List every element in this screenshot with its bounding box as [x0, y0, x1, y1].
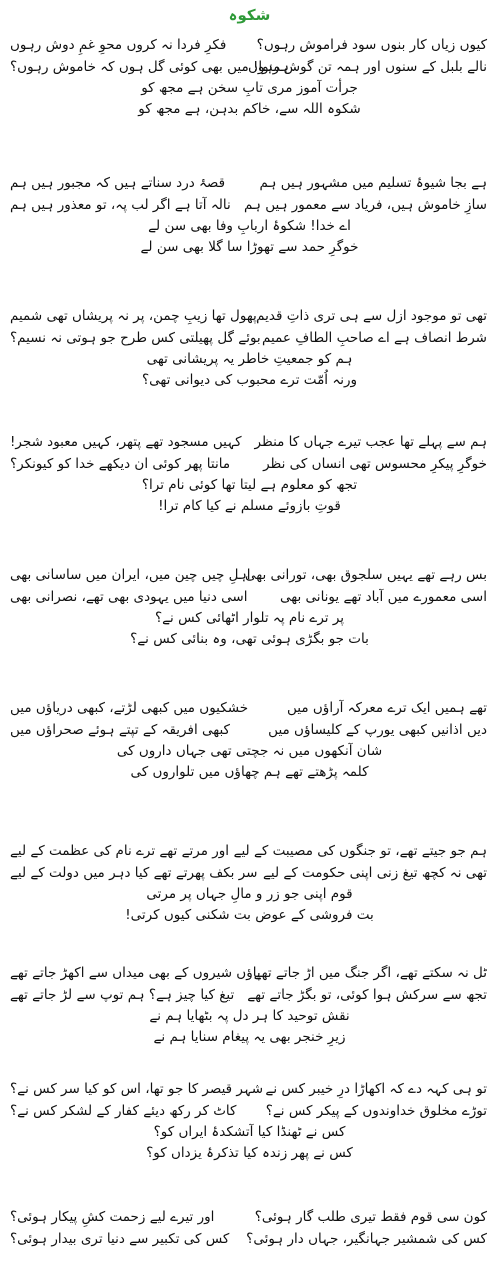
couplet-row: [0, 1228, 499, 1250]
poem-title: شکوہ: [228, 6, 271, 24]
tail-line: بت فروشی کے عوض بت شکنی کیوں کرتی!: [125, 907, 374, 923]
verse-line-right: سازِ خاموش ہیں، فریاد سے معمور ہیں ہم: [244, 197, 487, 213]
verse-line-right: ٹل نہ سکتے تھے، اگر جنگ میں اڑ جاتے تھے: [253, 965, 487, 981]
tail-line: پر ترے نام پہ تلوار اٹھائی کس نے؟: [154, 610, 345, 626]
couplet-row: [0, 34, 499, 56]
couplet-row: [0, 453, 499, 475]
couplet-row: [0, 1206, 499, 1228]
couplet-row: [0, 984, 499, 1006]
verse-line-right: ہم سے پہلے تھا عجب تیرے جہاں کا منظر: [254, 434, 487, 450]
stanza-5: [0, 564, 499, 650]
stanza-10: [0, 1206, 499, 1250]
verse-line-left: سر بکف پھرتے تھے کیا دہر میں دولت کے لیے: [10, 865, 258, 881]
verse-line-right: کس کی شمشیر جہانگیر، جہاں دار ہوئی؟: [246, 1231, 487, 1247]
verse-line-right: تھی تو موجود ازل سے ہی تری ذاتِ قدیم: [256, 308, 487, 324]
stanza-9: [0, 1078, 499, 1164]
couplet-row: [0, 1100, 499, 1122]
couplet-row: [0, 862, 499, 884]
verse-line-right: تو ہی کہہ دے کہ اکھاڑا درِ خیبر کس نے: [265, 1081, 487, 1097]
stanza-2: [0, 172, 499, 258]
couplet-row: [0, 719, 499, 741]
verse-line-right: ہے بجا شیوۂ تسلیم میں مشہور ہیں ہم: [259, 175, 487, 191]
verse-line-left: کاٹ کر رکھ دیئے کفار کے لشکر کس نے؟: [10, 1103, 237, 1119]
verse-line-left: مانتا پھر کوئی ان دیکھے خدا کو کیونکر؟: [10, 456, 231, 472]
couplet-row: [0, 327, 499, 349]
verse-line-left: ہمنوا! میں بھی کوئی گل ہوں کہ خاموش رہوں؟: [10, 59, 289, 75]
couplet-row: [0, 564, 499, 586]
verse-line-right: کیوں زیاں کار بنوں سود فراموش رہوں؟: [256, 37, 487, 53]
verse-line-left: اہلِ چیں چین میں، ایران میں ساسانی بھی: [10, 567, 251, 583]
verse-line-left: اور مرتے تھے ترے نام کی عظمت کے لیے: [10, 843, 230, 859]
stanza-3: [0, 305, 499, 391]
tail-line: خوگرِ حمد سے تھوڑا سا گلا بھی سن لے: [140, 239, 359, 255]
verse-line-left: کس کی تکبیر سے دنیا تری بیدار ہوئی؟: [10, 1231, 230, 1247]
verse-line-right: توڑے مخلوق خداوندوں کے پیکر کس نے؟: [265, 1103, 487, 1119]
tail-line: کس نے پھر زندہ کیا تذکرۂ یزداں کو؟: [146, 1145, 353, 1161]
stanza-7: [0, 840, 499, 926]
tail-line: بات جو بگڑی ہوئی تھی، وہ بنائی کس نے؟: [130, 631, 369, 647]
verse-line-right: دیں اذانیں کبھی یورپ کے کلیساؤں میں: [268, 722, 487, 738]
couplet-row: [0, 172, 499, 194]
verse-line-right: تجھ سے سرکش ہوا کوئی، تو بگڑ جاتے تھے: [247, 987, 487, 1003]
tail-line: اے خدا! شکوۂ اربابِ وفا بھی سن لے: [148, 218, 351, 234]
tail-line: زیرِ خنجر بھی یہ پیغام سنایا ہم نے: [153, 1029, 346, 1045]
verse-line-right: شرط انصاف ہے اے صاحبِ الطافِ عمیم: [262, 330, 487, 346]
tail-line: ہم کو جمعیتِ خاطر یہ پریشانی تھی: [146, 351, 353, 367]
tail-line: تجھ کو معلوم ہے لیتا تھا کوئی نام ترا؟: [141, 477, 358, 493]
couplet-row: [0, 586, 499, 608]
verse-line-right: اسی معمورے میں آباد تھے یونانی بھی: [280, 589, 487, 605]
tail-line: ورنہ اُمّت ترے محبوب کی دیوانی تھی؟: [141, 372, 358, 388]
couplet-row: [0, 962, 499, 984]
couplet-row: [0, 697, 499, 719]
verse-line-left: اسی دنیا میں یہودی بھی تھے، نصرانی بھی: [10, 589, 248, 605]
tail-line: شکوہ اللہ سے، خاکم بدہن، ہے مجھ کو: [138, 101, 361, 117]
verse-line-left: تیغ کیا چیز ہے؟ ہم توپ سے لڑ جاتے تھے: [10, 987, 235, 1003]
verse-line-right: ہم جو جیتے تھے، تو جنگوں کی مصیبت کے لیے: [233, 843, 487, 859]
verse-line-left: پاؤں شیروں کے بھی میداں سے اکھڑ جاتے تھے: [10, 965, 261, 981]
verse-line-left: قصۂ درد سناتے ہیں کہ مجبور ہیں ہم: [10, 175, 226, 191]
verse-line-left: کہیں مسجود تھے پتھر، کہیں معبود شجر!: [10, 434, 242, 450]
couplet-row: [0, 56, 499, 78]
stanza-6: [0, 697, 499, 783]
stanza-8: [0, 962, 499, 1048]
couplet-row: [0, 305, 499, 327]
verse-line-right: تھے ہمیں ایک ترے معرکہ آراؤں میں: [287, 700, 487, 716]
verse-line-right: کون سی قوم فقط تیری طلب گار ہوئی؟: [254, 1209, 487, 1225]
verse-line-right: نالے بلبل کے سنوں اور ہمہ تن گوش رہوں: [247, 59, 487, 75]
verse-line-left: شہر قیصر کا جو تھا، اس کو کیا سر کس نے؟: [10, 1081, 264, 1097]
couplet-row: [0, 1078, 499, 1100]
verse-line-left: نالہ آتا ہے اگر لب پہ، تو معذور ہیں ہم: [10, 197, 231, 213]
tail-line: نقش توحید کا ہر دل پہ بٹھایا ہم نے: [149, 1008, 350, 1024]
couplet-row: [0, 431, 499, 453]
verse-line-left: اور تیرے لیے زحمت کشِ پیکار ہوئی؟: [10, 1209, 215, 1225]
tail-line: شان آنکھوں میں نہ جچتی تھی جہاں داروں کی: [116, 743, 383, 759]
tail-line: کلمہ پڑھتے تھے ہم چھاؤں میں تلواروں کی: [130, 764, 369, 780]
verse-line-right: خوگرِ پیکرِ محسوس تھی انساں کی نظر: [263, 456, 487, 472]
tail-line: قوم اپنی جو زر و مالِ جہاں پر مرتی: [146, 886, 353, 902]
tail-line: قوتِ بازوئے مسلم نے کیا کام ترا!: [158, 498, 341, 514]
verse-line-left: پھول تھا زیبِ چمن، پر نہ پریشاں تھی شمیم: [10, 308, 257, 324]
verse-line-left: فکرِ فردا نہ کروں محوِ غمِ دوش رہوں: [10, 37, 227, 53]
tail-line: جرأت آموز مری تابِ سخن ہے مجھ کو: [141, 80, 358, 96]
stanza-4: [0, 431, 499, 517]
verse-line-right: بس رہے تھے یہیں سلجوق بھی، تورانی بھی: [244, 567, 487, 583]
verse-line-left: کبھی افریقہ کے تپتے ہوئے صحراؤں میں: [10, 722, 230, 738]
couplet-row: [0, 840, 499, 862]
couplet-row: [0, 194, 499, 216]
tail-line: کس نے ٹھنڈا کیا آتشکدۂ ایراں کو؟: [153, 1124, 346, 1140]
verse-line-right: تھی نہ کچھ تیغ زنی اپنی حکومت کے لیے: [263, 865, 487, 881]
verse-line-left: بوئے گل پھیلتی کس طرح جو ہوتی نہ نسیم؟: [10, 330, 261, 346]
stanza-1: [0, 34, 499, 120]
verse-line-left: خشکیوں میں کبھی لڑتے، کبھی دریاؤں میں: [10, 700, 249, 716]
